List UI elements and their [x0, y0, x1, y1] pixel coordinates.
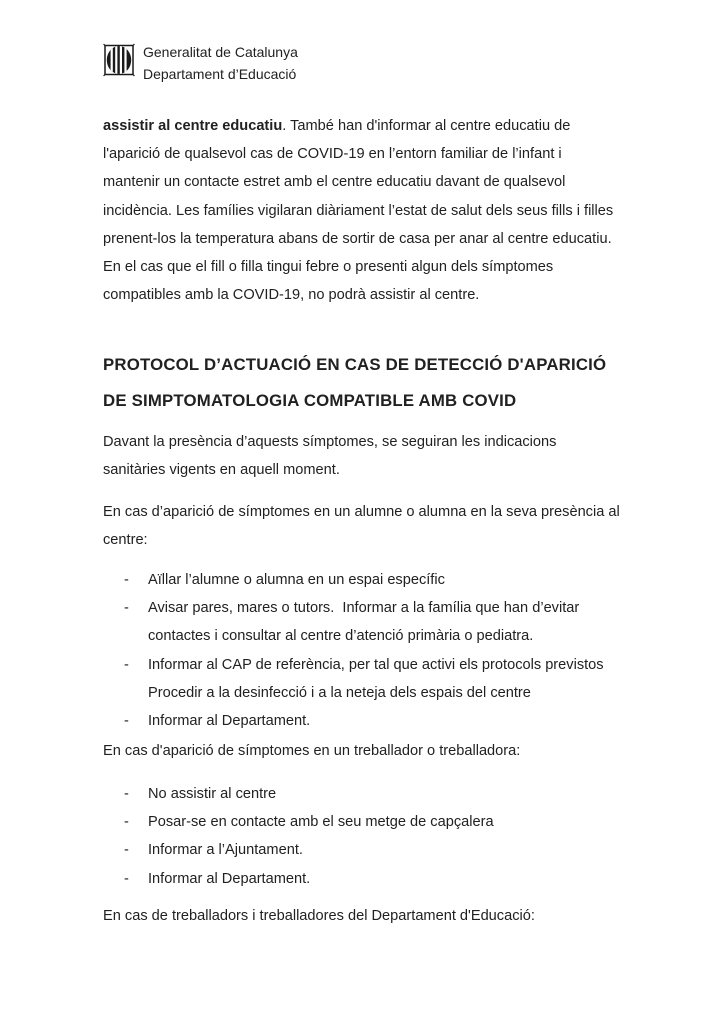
section-heading	[103, 347, 648, 418]
list-item	[103, 707, 648, 735]
dash-bullet: -	[124, 572, 129, 588]
list-item-line: Informar a l’Ajuntament.	[148, 842, 303, 859]
dash-bullet: -	[124, 814, 129, 831]
paragraph-treballador	[103, 737, 648, 765]
list-item-line: No assistir al centre	[148, 786, 277, 802]
dash-bullet: -	[124, 713, 129, 730]
generalitat-coat-of-arms-icon	[103, 41, 135, 79]
paragraph-line: incidència. Les famílies vigilaran diàriament l’estat de salut dels seus fills i filles	[103, 202, 614, 219]
student-actions-list	[103, 566, 648, 735]
list-item-line: Procedir a la desinfecció i a la neteja dels espais del centre	[148, 684, 531, 701]
paragraph-line: En cas de treballadors i treballadores del Departament d'Educació:	[103, 908, 535, 924]
paragraph-line: En el cas que el fill o filla tingui febre o presenti algun dels símptomes	[103, 259, 554, 276]
paragraph-line: l'aparició de qualsevol cas de COVID-19 en l’entorn familiar de l’infant i	[103, 146, 562, 163]
dash-bullet: -	[124, 600, 129, 617]
intro-paragraph	[103, 112, 648, 309]
dash-bullet: -	[124, 870, 129, 887]
paragraph-line: mantenir un contacte estret amb el centre educatiu davant de qualsevol	[103, 174, 566, 191]
heading-line: DE SIMPTOMATOLOGIA COMPATIBLE AMB COVID	[103, 390, 517, 410]
list-item	[103, 651, 648, 707]
paragraph-line: prenent-los la temperatura abans de sortir de casa per anar al centre educatiu.	[103, 230, 612, 247]
list-item	[103, 780, 648, 808]
list-item-line: contactes i consultar al centre d’atenció primària o pediatra.	[148, 628, 534, 645]
list-item-line: Informar al Departament.	[148, 870, 311, 887]
list-item-line: Avisar pares, mares o tutors. Informar a la família que han d’evitar	[148, 600, 580, 617]
list-item	[103, 865, 648, 893]
list-item-line: Aïllar l’alumne o alumna en un espai específic	[148, 572, 445, 588]
worker-actions-list	[103, 780, 648, 893]
list-item	[103, 594, 648, 650]
list-item	[103, 836, 648, 864]
paragraph-text: . També han d'informar al centre educatiu de	[282, 118, 571, 134]
bold-lead: assistir al centre educatiu	[103, 118, 283, 134]
paragraph-line	[103, 112, 648, 140]
list-item-line: Informar al Departament.	[148, 713, 311, 730]
paragraph-line: sanitàries vigents en aquell moment.	[103, 462, 340, 479]
paragraph-line: centre:	[103, 532, 148, 549]
list-item-line: Informar al CAP de referència, per tal que activi els protocols previstos	[148, 656, 604, 673]
paragraph-davant	[103, 428, 648, 484]
list-item-line: Posar-se en contacte amb el seu metge de capçalera	[148, 814, 494, 831]
dept-name: Departament d’Educació	[143, 66, 297, 82]
paragraph-line: compatibles amb la COVID-19, no podrà assistir al centre.	[103, 287, 480, 304]
dash-bullet: -	[124, 656, 129, 673]
paragraph-line: En cas d’aparició de símptomes en un alumne o alumna en la seva presència al	[103, 504, 620, 520]
dash-bullet: -	[124, 786, 129, 802]
paragraph-line: En cas d'aparició de símptomes en un treballador o treballadora:	[103, 743, 521, 759]
paragraph-alumne	[103, 498, 648, 554]
paragraph-line: Davant la presència d’aquests símptomes, se seguiran les indicacions	[103, 434, 557, 450]
heading-line: PROTOCOL D’ACTUACIÓ EN CAS DE DETECCIÓ D'APARICIÓ	[103, 355, 607, 374]
org-name: Generalitat de Catalunya	[143, 44, 298, 60]
dash-bullet: -	[124, 842, 129, 859]
paragraph-departament	[103, 902, 648, 930]
list-item	[103, 808, 648, 836]
list-item	[103, 566, 648, 594]
